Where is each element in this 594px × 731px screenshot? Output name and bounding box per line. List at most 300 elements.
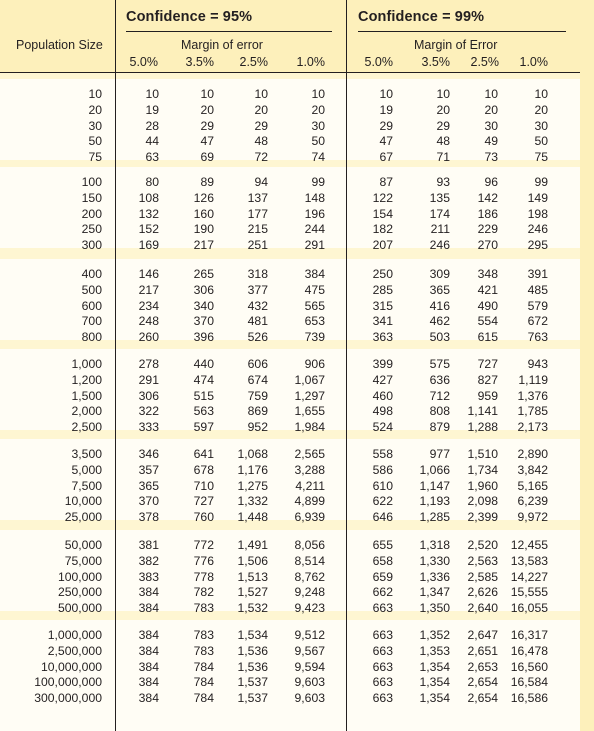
ss-95-3-5pct-cell: 340: [193, 298, 214, 313]
ss-95-3-5pct-cell: 782: [193, 585, 214, 600]
ss-95-1pct-cell: 4,211: [295, 478, 325, 493]
ss-99-5pct-cell: 524: [372, 420, 393, 435]
ss-95-2-5pct-cell: 1,536: [237, 659, 268, 674]
ss-95-3-5pct-cell: 784: [193, 675, 214, 690]
ss-99-2-5pct-cell: 270: [477, 238, 498, 253]
table-row: [0, 175, 594, 191]
ss-95-1pct-cell: 9,512: [294, 628, 325, 642]
ss-95-1pct-cell: 906: [304, 357, 325, 371]
population-size-cell: 30: [88, 118, 102, 133]
ss-95-2-5pct-cell: 20: [254, 102, 268, 117]
ss-99-2-5pct-cell: 2,640: [467, 601, 498, 616]
population-size-cell: 20: [88, 102, 102, 117]
ss-99-3-5pct-cell: 1,352: [419, 628, 450, 642]
ss-99-3-5pct-cell: 48: [436, 134, 450, 149]
ss-99-1pct-cell: 16,586: [510, 691, 548, 706]
table-row: [0, 299, 594, 315]
margin-99-5pct: 5.0%: [364, 55, 393, 69]
ss-99-1pct-cell: 579: [527, 298, 548, 313]
ss-95-5pct-cell: 384: [138, 675, 159, 690]
ss-95-5pct-cell: 146: [138, 267, 159, 281]
ss-99-5pct-cell: 285: [372, 282, 393, 297]
population-size-cell: 2,000: [71, 404, 102, 419]
table-row: [0, 119, 594, 135]
ss-95-1pct-cell: 3,288: [294, 462, 325, 477]
ss-95-2-5pct-cell: 48: [254, 134, 268, 149]
margin-95-3-5pct: 3.5%: [185, 55, 214, 69]
ss-95-1pct-cell: 9,567: [294, 643, 325, 658]
ss-95-1pct-cell: 99: [311, 175, 325, 189]
ss-99-5pct-cell: 154: [372, 206, 393, 221]
ss-95-2-5pct-cell: 177: [247, 206, 268, 221]
ss-99-2-5pct-cell: 10: [484, 87, 498, 101]
ss-95-1pct-cell: 8,514: [294, 553, 325, 568]
ss-95-1pct-cell: 2,565: [294, 447, 325, 461]
ss-99-1pct-cell: 16,055: [510, 601, 548, 616]
ss-95-5pct-cell: 10: [145, 87, 159, 101]
ss-95-5pct-cell: 169: [138, 238, 159, 253]
row-group: [0, 357, 594, 436]
ss-95-2-5pct-cell: 1,536: [237, 643, 268, 658]
ss-99-5pct-cell: 663: [372, 601, 393, 616]
ss-99-2-5pct-cell: 2,647: [467, 628, 498, 642]
ss-95-2-5pct-cell: 1,491: [237, 538, 268, 552]
ss-99-5pct-cell: 646: [372, 510, 393, 525]
ss-95-1pct-cell: 653: [304, 314, 325, 329]
ss-95-1pct-cell: 1,655: [294, 404, 325, 419]
table-row: [0, 357, 594, 373]
ss-99-2-5pct-cell: 727: [477, 357, 498, 371]
ss-99-3-5pct-cell: 503: [429, 330, 450, 345]
population-size-cell: 100,000,000: [34, 675, 102, 690]
ss-99-1pct-cell: 15,555: [510, 585, 548, 600]
ss-99-3-5pct-cell: 1,353: [419, 643, 450, 658]
ss-99-2-5pct-cell: 142: [477, 190, 498, 205]
table-row: [0, 479, 594, 495]
ss-95-2-5pct-cell: 1,534: [237, 628, 268, 642]
ss-95-2-5pct-cell: 1,527: [237, 585, 268, 600]
ss-99-3-5pct-cell: 1,347: [419, 585, 450, 600]
ss-95-2-5pct-cell: 1,537: [237, 691, 268, 706]
table-row: [0, 675, 594, 691]
table-row: [0, 494, 594, 510]
table-row: [0, 554, 594, 570]
population-size-cell: 250: [81, 222, 102, 237]
table-header: [0, 0, 594, 72]
confidence-95-rule: [126, 31, 332, 32]
ss-95-1pct-cell: 384: [304, 267, 325, 281]
ss-95-2-5pct-cell: 869: [247, 404, 268, 419]
population-size-cell: 250,000: [57, 585, 102, 600]
table-row: [0, 660, 594, 676]
ss-95-3-5pct-cell: 190: [193, 222, 214, 237]
ss-99-5pct-cell: 655: [372, 538, 393, 552]
margin-99-2-5pct: 2.5%: [470, 55, 499, 69]
population-size-cell: 150: [81, 190, 102, 205]
ss-95-3-5pct-cell: 126: [193, 190, 214, 205]
ss-95-2-5pct-cell: 526: [247, 330, 268, 345]
ss-99-1pct-cell: 6,239: [517, 494, 548, 509]
ss-99-3-5pct-cell: 71: [436, 150, 450, 165]
ss-95-5pct-cell: 333: [138, 420, 159, 435]
table-row: [0, 404, 594, 420]
margin-95-2-5pct: 2.5%: [239, 55, 268, 69]
ss-95-5pct-cell: 382: [138, 553, 159, 568]
ss-95-5pct-cell: 384: [138, 628, 159, 642]
ss-99-2-5pct-cell: 827: [477, 372, 498, 387]
confidence-divider: [346, 0, 347, 731]
ss-99-1pct-cell: 149: [527, 190, 548, 205]
ss-95-3-5pct-cell: 515: [193, 388, 214, 403]
ss-95-5pct-cell: 108: [138, 190, 159, 205]
table-row: [0, 644, 594, 660]
ss-95-5pct-cell: 384: [138, 585, 159, 600]
ss-95-3-5pct-cell: 727: [193, 494, 214, 509]
ss-95-1pct-cell: 1,067: [294, 372, 325, 387]
population-size-cell: 1,200: [71, 372, 102, 387]
ss-95-1pct-cell: 8,056: [294, 538, 325, 552]
ss-99-5pct-cell: 67: [379, 150, 393, 165]
ss-99-5pct-cell: 341: [372, 314, 393, 329]
ss-95-3-5pct-cell: 563: [193, 404, 214, 419]
ss-95-2-5pct-cell: 72: [254, 150, 268, 165]
ss-95-2-5pct-cell: 137: [247, 190, 268, 205]
population-size-cell: 600: [81, 298, 102, 313]
ss-95-3-5pct-cell: 69: [200, 150, 214, 165]
row-group: [0, 267, 594, 346]
ss-99-5pct-cell: 460: [372, 388, 393, 403]
ss-99-5pct-cell: 363: [372, 330, 393, 345]
ss-99-3-5pct-cell: 135: [429, 190, 450, 205]
ss-95-2-5pct-cell: 377: [247, 282, 268, 297]
ss-95-2-5pct-cell: 215: [247, 222, 268, 237]
ss-99-1pct-cell: 9,972: [517, 510, 548, 525]
ss-99-5pct-cell: 622: [372, 494, 393, 509]
ss-95-5pct-cell: 248: [138, 314, 159, 329]
population-size-cell: 10,000: [64, 494, 102, 509]
ss-95-5pct-cell: 217: [138, 282, 159, 297]
ss-95-5pct-cell: 152: [138, 222, 159, 237]
ss-99-1pct-cell: 2,890: [517, 447, 548, 461]
ss-99-5pct-cell: 659: [372, 569, 393, 584]
table-row: [0, 207, 594, 223]
ss-95-5pct-cell: 381: [138, 538, 159, 552]
ss-99-2-5pct-cell: 30: [484, 118, 498, 133]
ss-99-1pct-cell: 198: [527, 206, 548, 221]
table-row: [0, 87, 594, 103]
ss-95-2-5pct-cell: 1,448: [237, 510, 268, 525]
table-row: [0, 420, 594, 436]
ss-99-1pct-cell: 16,317: [510, 628, 548, 642]
table-row: [0, 585, 594, 601]
ss-99-1pct-cell: 50: [534, 134, 548, 149]
ss-99-2-5pct-cell: 20: [484, 102, 498, 117]
ss-95-1pct-cell: 1,984: [294, 420, 325, 435]
ss-99-5pct-cell: 663: [372, 643, 393, 658]
table-row: [0, 134, 594, 150]
ss-95-5pct-cell: 378: [138, 510, 159, 525]
population-size-cell: 2,500,000: [47, 643, 102, 658]
ss-95-1pct-cell: 244: [304, 222, 325, 237]
ss-95-2-5pct-cell: 1,532: [237, 601, 268, 616]
ss-95-3-5pct-cell: 783: [193, 643, 214, 658]
ss-95-5pct-cell: 370: [138, 494, 159, 509]
ss-99-1pct-cell: 5,165: [517, 478, 548, 493]
ss-99-3-5pct-cell: 211: [430, 222, 450, 237]
ss-99-1pct-cell: 16,560: [510, 659, 548, 674]
ss-95-2-5pct-cell: 1,537: [237, 675, 268, 690]
ss-99-2-5pct-cell: 615: [477, 330, 498, 345]
table-row: [0, 222, 594, 238]
ss-95-3-5pct-cell: 641: [193, 447, 214, 461]
ss-99-2-5pct-cell: 2,520: [467, 538, 498, 552]
ss-99-2-5pct-cell: 2,653: [467, 659, 498, 674]
ss-99-2-5pct-cell: 490: [477, 298, 498, 313]
ss-95-2-5pct-cell: 1,332: [237, 494, 268, 509]
ss-99-1pct-cell: 13,583: [510, 553, 548, 568]
ss-99-3-5pct-cell: 977: [429, 447, 450, 461]
ss-95-5pct-cell: 260: [138, 330, 159, 345]
ss-95-3-5pct-cell: 440: [193, 357, 214, 371]
ss-99-2-5pct-cell: 554: [477, 314, 498, 329]
ss-95-1pct-cell: 196: [304, 206, 325, 221]
ss-99-3-5pct-cell: 636: [429, 372, 450, 387]
ss-99-1pct-cell: 391: [527, 267, 548, 281]
ss-99-3-5pct-cell: 246: [429, 238, 450, 253]
ss-95-2-5pct-cell: 952: [247, 420, 268, 435]
ss-95-1pct-cell: 9,603: [294, 691, 325, 706]
table-row: [0, 238, 594, 254]
table-row: [0, 538, 594, 554]
ss-95-3-5pct-cell: 760: [193, 510, 214, 525]
ss-99-1pct-cell: 20: [534, 102, 548, 117]
ss-95-2-5pct-cell: 251: [247, 238, 268, 253]
ss-99-2-5pct-cell: 1,734: [467, 462, 498, 477]
ss-99-1pct-cell: 763: [527, 330, 548, 345]
ss-95-1pct-cell: 291: [304, 238, 325, 253]
table-row: [0, 691, 594, 707]
population-size-cell: 10,000,000: [41, 659, 102, 674]
table-row: [0, 447, 594, 463]
ss-95-2-5pct-cell: 432: [247, 298, 268, 313]
ss-95-5pct-cell: 384: [138, 691, 159, 706]
ss-95-3-5pct-cell: 710: [193, 478, 214, 493]
ss-99-2-5pct-cell: 229: [477, 222, 498, 237]
population-size-cell: 1,000: [71, 357, 102, 371]
ss-99-1pct-cell: 1,785: [517, 404, 548, 419]
margin-95-5pct: 5.0%: [129, 55, 158, 69]
ss-99-1pct-cell: 295: [527, 238, 548, 253]
ss-99-1pct-cell: 14,227: [510, 569, 548, 584]
ss-99-1pct-cell: 672: [527, 314, 548, 329]
ss-95-5pct-cell: 322: [138, 404, 159, 419]
ss-95-2-5pct-cell: 481: [247, 314, 268, 329]
ss-99-1pct-cell: 2,173: [517, 420, 548, 435]
margin-95-1pct: 1.0%: [296, 55, 325, 69]
ss-99-1pct-cell: 943: [527, 357, 548, 371]
population-size-cell: 100,000: [57, 569, 102, 584]
ss-99-5pct-cell: 29: [379, 118, 393, 133]
ss-95-3-5pct-cell: 783: [193, 601, 214, 616]
ss-99-5pct-cell: 663: [372, 675, 393, 690]
ss-95-2-5pct-cell: 674: [247, 372, 268, 387]
ss-99-5pct-cell: 19: [379, 102, 393, 117]
population-size-cell: 500,000: [57, 601, 102, 616]
population-size-cell: 500: [81, 282, 102, 297]
ss-99-3-5pct-cell: 575: [429, 357, 450, 371]
ss-95-3-5pct-cell: 597: [193, 420, 214, 435]
population-size-heading: Population Size: [16, 38, 103, 52]
ss-99-3-5pct-cell: 1,330: [419, 553, 450, 568]
ss-99-2-5pct-cell: 2,654: [467, 675, 498, 690]
ss-99-5pct-cell: 610: [372, 478, 393, 493]
ss-99-3-5pct-cell: 416: [429, 298, 450, 313]
ss-99-3-5pct-cell: 879: [429, 420, 450, 435]
population-size-cell: 75: [88, 150, 102, 165]
population-size-cell: 3,500: [71, 447, 102, 461]
ss-95-2-5pct-cell: 318: [247, 267, 268, 281]
population-size-cell: 50: [88, 134, 102, 149]
row-group: [0, 447, 594, 526]
row-group: [0, 87, 594, 166]
ss-95-1pct-cell: 30: [311, 118, 325, 133]
page-edge: [580, 0, 594, 731]
population-size-cell: 50,000: [64, 538, 102, 552]
ss-99-5pct-cell: 47: [379, 134, 393, 149]
table-row: [0, 330, 594, 346]
ss-95-3-5pct-cell: 474: [193, 372, 214, 387]
ss-95-2-5pct-cell: 10: [254, 87, 268, 101]
ss-99-5pct-cell: 399: [372, 357, 393, 371]
confidence-99-heading: Confidence = 99%: [358, 9, 485, 25]
table-row: [0, 314, 594, 330]
ss-99-3-5pct-cell: 1,147: [419, 478, 450, 493]
population-size-cell: 1,000,000: [47, 628, 102, 642]
ss-99-3-5pct-cell: 29: [436, 118, 450, 133]
ss-95-3-5pct-cell: 29: [200, 118, 214, 133]
ss-95-3-5pct-cell: 217: [193, 238, 214, 253]
ss-99-3-5pct-cell: 174: [429, 206, 450, 221]
ss-95-1pct-cell: 74: [311, 150, 325, 165]
ss-99-3-5pct-cell: 462: [429, 314, 450, 329]
ss-95-2-5pct-cell: 94: [254, 175, 268, 189]
ss-99-2-5pct-cell: 1,141: [467, 404, 498, 419]
ss-95-3-5pct-cell: 265: [193, 267, 214, 281]
ss-95-1pct-cell: 9,248: [294, 585, 325, 600]
ss-95-2-5pct-cell: 29: [254, 118, 268, 133]
ss-99-1pct-cell: 3,842: [517, 462, 548, 477]
ss-99-2-5pct-cell: 1,960: [467, 478, 498, 493]
ss-99-1pct-cell: 10: [534, 87, 548, 101]
ss-99-2-5pct-cell: 959: [477, 388, 498, 403]
ss-95-3-5pct-cell: 306: [193, 282, 214, 297]
ss-95-1pct-cell: 10: [311, 87, 325, 101]
ss-99-3-5pct-cell: 20: [436, 102, 450, 117]
ss-95-1pct-cell: 565: [304, 298, 325, 313]
population-size-cell: 2,500: [71, 420, 102, 435]
margin-99-3-5pct: 3.5%: [421, 55, 450, 69]
table-row: [0, 601, 594, 617]
population-size-cell: 7,500: [71, 478, 102, 493]
ss-95-2-5pct-cell: 1,513: [237, 569, 268, 584]
ss-99-2-5pct-cell: 2,626: [467, 585, 498, 600]
ss-95-1pct-cell: 148: [304, 190, 325, 205]
row-group: [0, 538, 594, 617]
ss-99-5pct-cell: 663: [372, 628, 393, 642]
ss-95-3-5pct-cell: 47: [200, 134, 214, 149]
ss-99-3-5pct-cell: 1,066: [419, 462, 450, 477]
ss-99-5pct-cell: 122: [372, 190, 393, 205]
table-row: [0, 283, 594, 299]
ss-99-3-5pct-cell: 309: [429, 267, 450, 281]
ss-95-2-5pct-cell: 606: [247, 357, 268, 371]
ss-95-1pct-cell: 6,939: [294, 510, 325, 525]
ss-95-5pct-cell: 278: [138, 357, 159, 371]
ss-99-5pct-cell: 182: [372, 222, 393, 237]
ss-99-2-5pct-cell: 2,563: [467, 553, 498, 568]
ss-95-2-5pct-cell: 1,506: [237, 553, 268, 568]
ss-95-1pct-cell: 20: [311, 102, 325, 117]
ss-95-5pct-cell: 19: [145, 102, 159, 117]
ss-95-5pct-cell: 346: [138, 447, 159, 461]
table-row: [0, 510, 594, 526]
ss-99-1pct-cell: 30: [534, 118, 548, 133]
ss-99-2-5pct-cell: 1,288: [467, 420, 498, 435]
table-row: [0, 628, 594, 644]
margin-of-error-95-heading: Margin of error: [181, 38, 263, 52]
ss-99-3-5pct-cell: 365: [429, 282, 450, 297]
ss-95-3-5pct-cell: 396: [193, 330, 214, 345]
ss-95-5pct-cell: 384: [138, 643, 159, 658]
population-size-cell: 5,000: [71, 462, 102, 477]
ss-95-1pct-cell: 4,899: [294, 494, 325, 509]
ss-99-1pct-cell: 16,478: [510, 643, 548, 658]
population-size-cell: 300: [81, 238, 102, 253]
margin-of-error-99-heading: Margin of Error: [414, 38, 498, 52]
ss-99-2-5pct-cell: 2,654: [467, 691, 498, 706]
confidence-99-rule: [358, 31, 566, 32]
population-size-cell: 400: [81, 267, 102, 281]
ss-99-2-5pct-cell: 2,399: [467, 510, 498, 525]
ss-99-5pct-cell: 586: [372, 462, 393, 477]
ss-99-3-5pct-cell: 1,354: [419, 691, 450, 706]
ss-95-5pct-cell: 132: [138, 206, 159, 221]
ss-95-5pct-cell: 383: [138, 569, 159, 584]
ss-99-1pct-cell: 246: [527, 222, 548, 237]
ss-95-3-5pct-cell: 772: [193, 538, 214, 552]
table-row: [0, 389, 594, 405]
ss-95-5pct-cell: 357: [138, 462, 159, 477]
ss-99-5pct-cell: 663: [372, 659, 393, 674]
ss-99-1pct-cell: 75: [534, 150, 548, 165]
ss-99-3-5pct-cell: 1,285: [419, 510, 450, 525]
ss-95-1pct-cell: 50: [311, 134, 325, 149]
ss-99-3-5pct-cell: 1,318: [419, 538, 450, 552]
ss-95-3-5pct-cell: 89: [200, 175, 214, 189]
table-row: [0, 103, 594, 119]
ss-95-3-5pct-cell: 783: [193, 628, 214, 642]
ss-95-2-5pct-cell: 759: [247, 388, 268, 403]
ss-99-1pct-cell: 1,376: [517, 388, 548, 403]
ss-95-5pct-cell: 384: [138, 659, 159, 674]
ss-99-2-5pct-cell: 2,651: [467, 643, 498, 658]
ss-99-2-5pct-cell: 73: [484, 150, 498, 165]
population-size-cell: 300,000,000: [34, 691, 102, 706]
population-divider: [115, 0, 116, 731]
population-size-cell: 200: [81, 206, 102, 221]
ss-95-2-5pct-cell: 1,176: [237, 462, 268, 477]
ss-95-1pct-cell: 8,762: [294, 569, 325, 584]
